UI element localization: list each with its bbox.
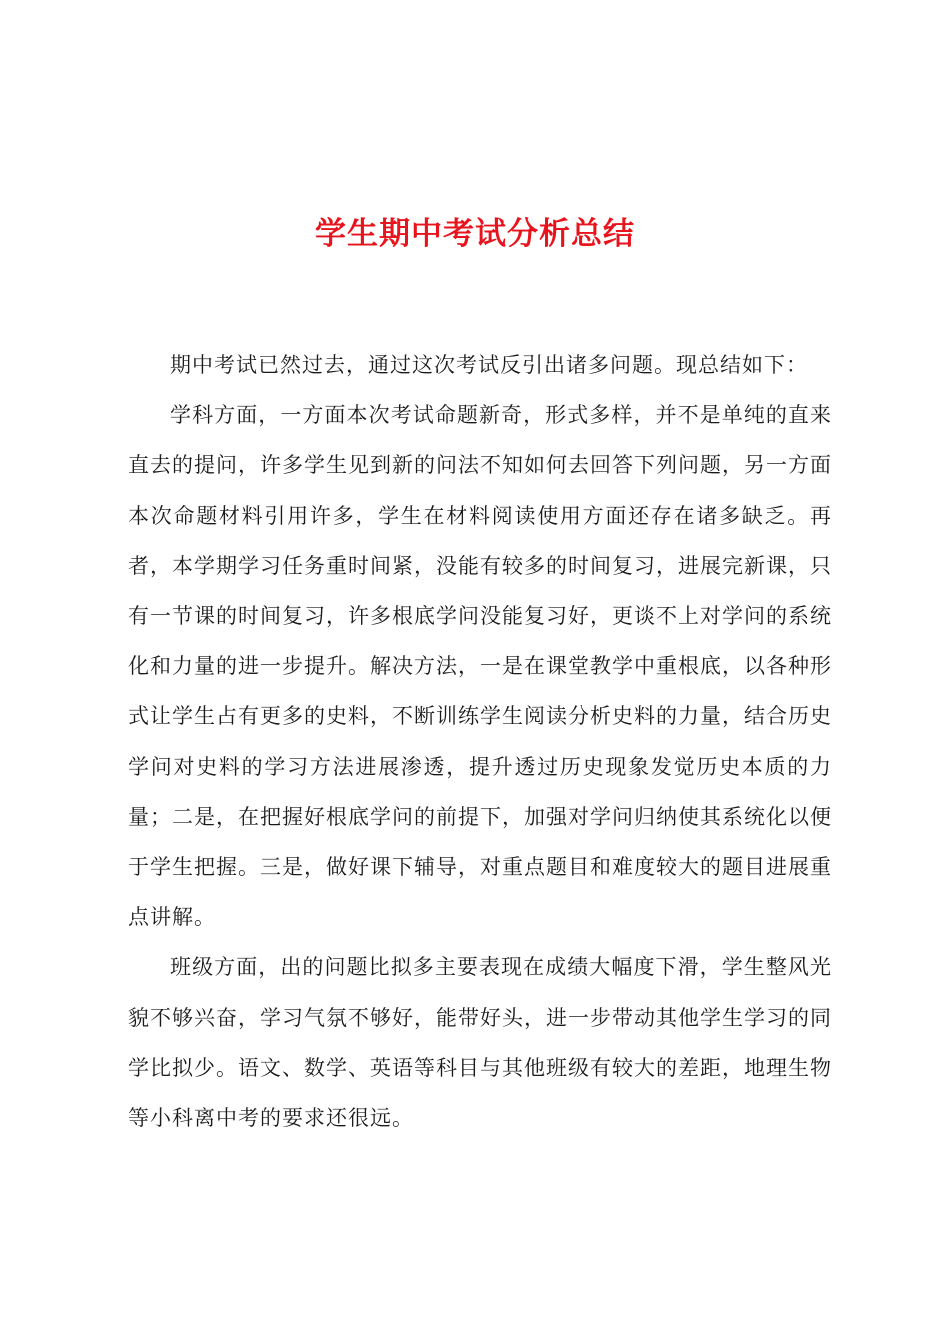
paragraph-subject: 学科方面，一方面本次考试命题新奇，形式多样，并不是单纯的直来直去的提问，许多学生见到新的问法不知如何去回答下列问题，另一方面本次命题材料引用许多，学生在材料阅读使用方面还存在诸多缺乏。再者，本学期学习任务重时间紧，没能有较多的时间复习，进展完新课，只有一节课的时间复习，许多根底学问没能复习好，更谈不上对学问的系统化和力量的进一步提升。解决方法，一是在课堂教学中重根底，以各种形式让学生占有更多的史料，不断训练学生阅读分析史料的力量，结合历史学问对史料的学习方法进展渗透，提升透过历史现象发觉历史本质的力量；二是，在把握好根底学问的前提下，加强对学问归纳使其系统化以便于学生把握。三是，做好课下辅导，对重点题目和难度较大的题目进展重点讲解。 (128, 403, 832, 930)
paragraph-class: 班级方面，出的问题比拟多主要表现在成绩大幅度下滑，学生整风光貌不够兴奋，学习气氛不够好，能带好头，进一步带动其他学生学习的同学比拟少。语文、数学、英语等科目与其他班级有较大的差距，地理生物等小科离中考的要求还很远。 (128, 955, 832, 1131)
paragraph-intro: 期中考试已然过去，通过这次考试反引出诸多问题。现总结如下： (170, 353, 808, 377)
document-body (128, 340, 832, 1143)
document-title: 学生期中考试分析总结 (315, 216, 635, 252)
